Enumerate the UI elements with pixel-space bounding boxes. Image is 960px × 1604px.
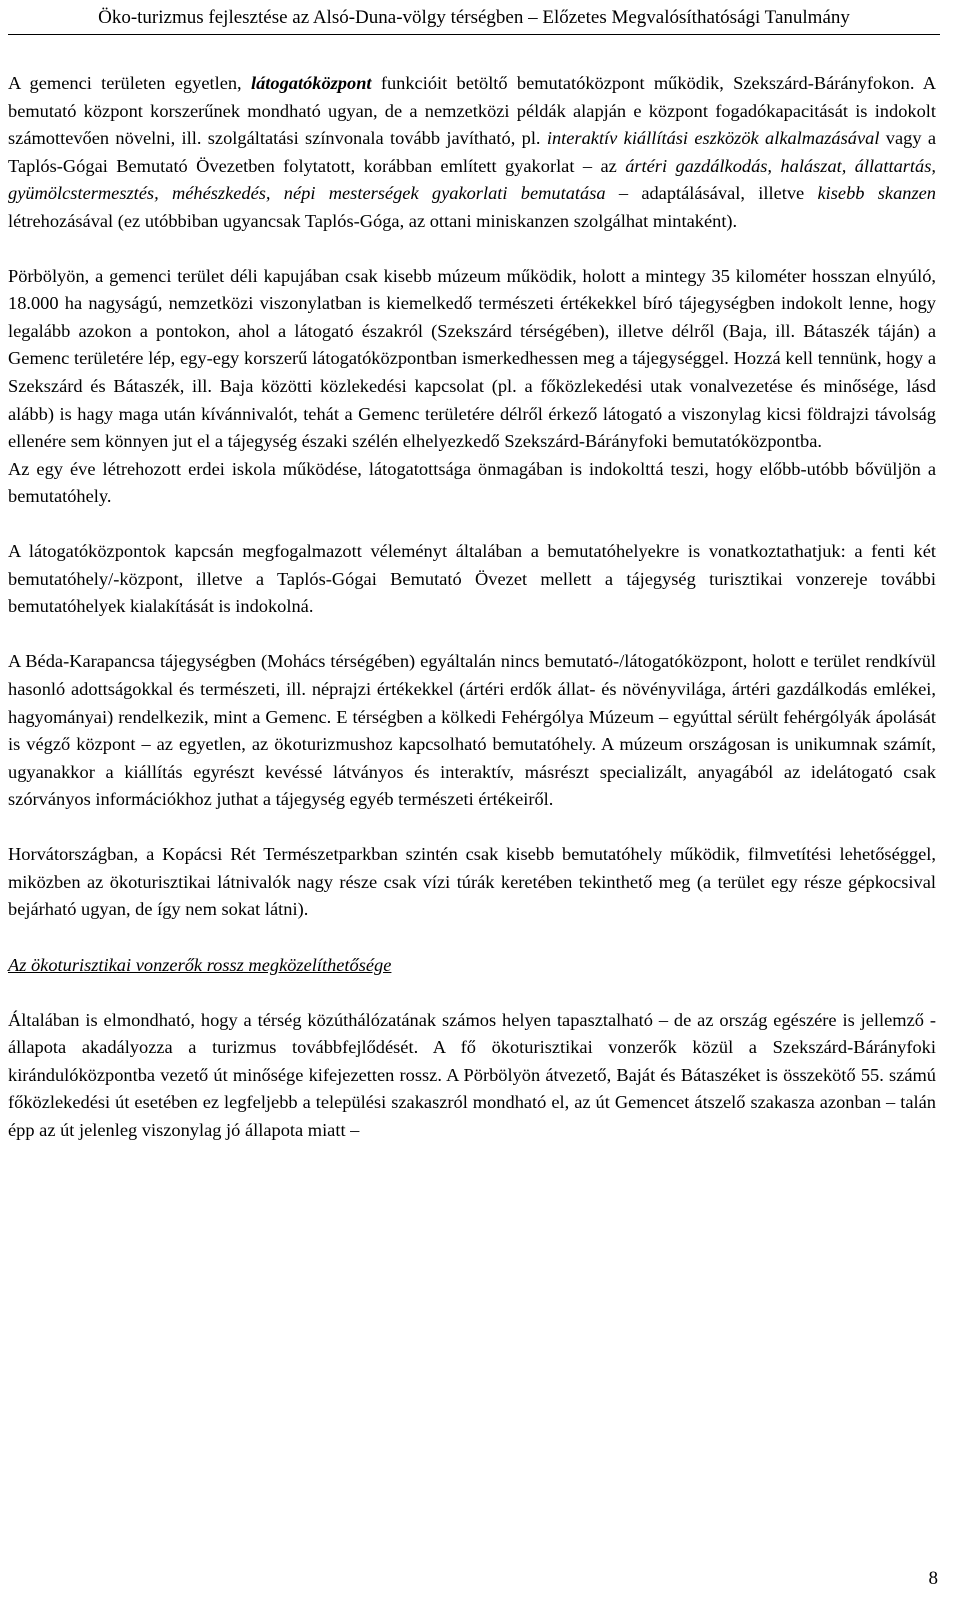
page-header: Öko-turizmus fejlesztése az Alsó-Duna-völgy térségben – Előzetes Megvalósíthatósági Tanulmány bbox=[8, 4, 940, 35]
emphasis-floodplain-practices: ártéri gazdálkodás, halászat, állattartás, gyümölcstermesztés, méhészkedés, népi mesterségek gyakorlati bemutatása bbox=[8, 155, 936, 204]
document-body bbox=[8, 70, 936, 1144]
section-heading-accessibility: Az ökoturisztikai vonzerők rossz megközelíthetősége bbox=[8, 954, 392, 975]
paragraph-porboly: Pörbölyön, a gemenci terület déli kapujában csak kisebb múzeum működik, holott a mintegy 35 kilométer hosszan elnyúló, 18.000 ha nagyságú, nemzetközi viszonylatban is kiemelkedő természeti értékekkel bíró tájegységben indokolt lenne, hogy legalább azokon a pontokon, ahol a látogató északról (Szekszárd térségében), illetve délről (Baja, ill. Bátaszék táján) a Gemenc területére lép, egy-egy korszerű látogatóközpontban ismerkedhessen meg a tájegységgel. Hozzá kell tennünk, hogy a Szekszárd és Bátaszék, ill. Baja közötti közlekedési kapcsolat (pl. a főközlekedési utak vonalvezetése és minősége, lásd alább) is hagy maga után kívánnivalót, tehát a Gemenc területére délről érkező látogató a viszonylag kicsi földrajzi távolság ellenére sem könnyen jut el a tájegység északi szélén elhelyezkedő Szekszárd-Bárányfoki bemutatóközpontba. bbox=[8, 265, 936, 452]
text-run: – adaptálásával, illetve bbox=[605, 183, 818, 204]
paragraph-road-network: Általában is elmondható, hogy a térség közúthálózatának számos helyen tapasztalható – de az ország egészére is jellemző - állapota akadályozza a turizmus továbbfejlődését. A fő ökoturisztikai vonzerők közül a Szekszárd-Bárányfoki kirándulóközpontba vezető út minősége kifejezetten rossz. A Pörbölyön átvezető, Baját és Bátaszéket is összekötő 55. számú főközlekedési út esetében ez legfeljebb a települési szakaszról mondható el, az út Gemencet átszelő szakasza azonban – talán épp az út jelenleg viszonylag jó állapota miatt – bbox=[8, 1009, 936, 1140]
text-run: vagy a Taplós-Gógai Bemutató Övezetben folytatott, korábban említett gyakorlat – az bbox=[8, 128, 937, 176]
paragraph-gemenc-visitor-center bbox=[8, 70, 936, 235]
paragraph-beda-karapancsa: A Béda-Karapancsa tájegységben (Mohács térségében) egyáltalán nincs bemutató-/látogatóközpont, holott e terület rendkívül hasonló adottságokkal és természeti, ill. néprajzi értékekkel (ártéri erdők állat- és növényvilága, ártéri gazdálkodás emlékei, hagyományai) rendelkezik, mint a Gemenc. E térségben a kölkedi Fehérgólya Múzeum – egyúttal sérült fehérgólyák ápolását is végző központ – az egyetlen, az ökoturizmushoz kapcsolható bemutatóhely. A múzeum országosan is unikumnak számít, ugyanakkor a kiállítás egyrészt kevéssé látványos és interaktív, másrészt specializált, anyagából az idelátogató csak szórványos információkhoz juthat a tájegység egyéb természeti értékeiről. bbox=[8, 651, 936, 810]
emphasis-small-skanzen: kisebb skanzen bbox=[817, 183, 936, 204]
paragraph-croatia-kopacsi-ret: Horvátországban, a Kopácsi Rét Természetparkban szintén csak kisebb bemutatóhely működik, filmvetítési lehetőséggel, miközben az ökoturisztikai látnivalók nagy része csak vízi túrák keretében tekinthető meg (a terület egy része gépkocsival bejárható ugyan, de így nem sokat látni). bbox=[8, 844, 936, 920]
text-run: A gemenci területen egyetlen, bbox=[8, 73, 251, 93]
emphasis-latogatokozpont: látogatóközpont bbox=[250, 73, 372, 93]
page-number: 8 bbox=[928, 1568, 938, 1589]
paragraph-forest-school: Az egy éve létrehozott erdei iskola működése, látogatottsága önmagában is indokolttá teszi, hogy előbb-utóbb bővüljön a bemutatóhely. bbox=[8, 458, 936, 507]
emphasis-interactive-tools: interaktív kiállítási eszközök alkalmazásával bbox=[546, 128, 880, 149]
text-run: létrehozásával (ez utóbbiban ugyancsak Taplós-Góga, az ottani miniskanzen szolgálhat mintaként). bbox=[8, 210, 738, 231]
text-run: funkcióit betöltő bemutatóközpont működik, Szekszárd-Bárányfokon. A bemutató központ korszerűnek mondható ugyan, de a nemzetközi példák alapján e központ fogadókapacitását is indokolt számottevően növelni, ill. szolgáltatási színvonala tovább javítható, pl. bbox=[8, 73, 936, 149]
paragraph-exhibition-sites: A látogatóközpontok kapcsán megfogalmazott véleményt általában a bemutatóhelyekre is vonatkoztathatjuk: a fenti két bemutatóhely/-központ, illetve a Taplós-Gógai Bemutató Övezet mellett a tájegység turisztikai vonzereje további bemutatóhelyek kialakítását is indokolná. bbox=[8, 541, 936, 617]
